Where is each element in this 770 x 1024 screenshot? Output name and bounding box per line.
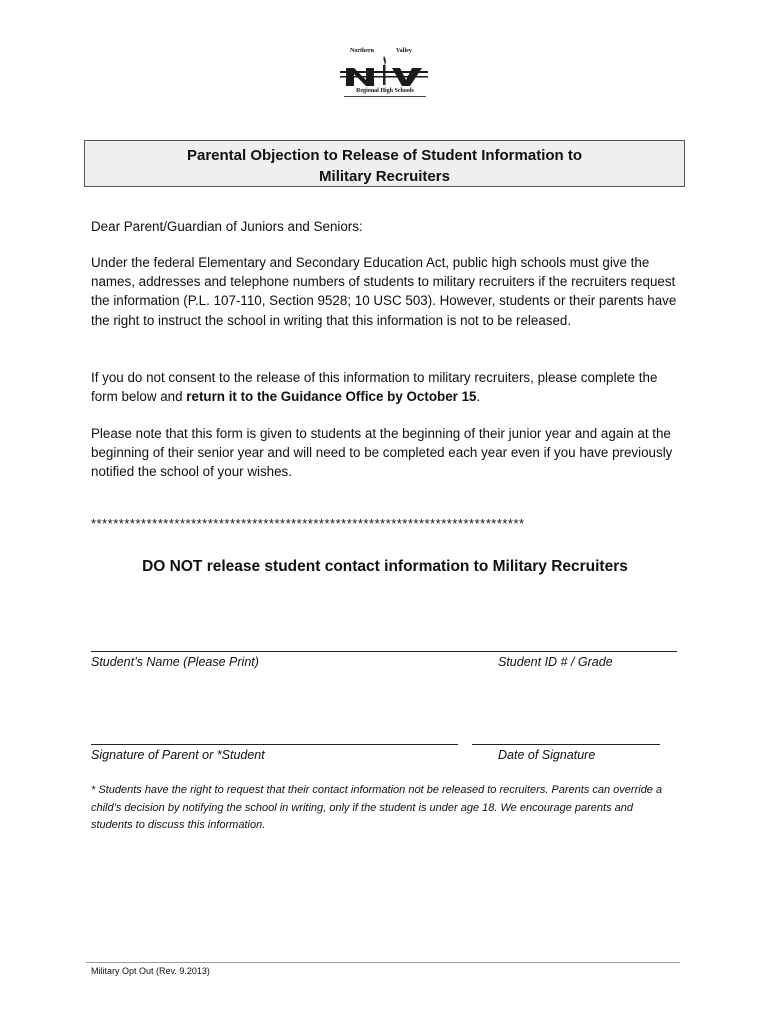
paragraph-2-text: If you do not consent to the release of this information to military recruiters, please complete the form below and [91, 370, 658, 405]
nv-monogram-icon [338, 54, 430, 88]
student-name-line[interactable] [91, 651, 677, 652]
opt-out-heading: DO NOT release student contact information to Military Recruiters [142, 558, 628, 575]
signature-label: Signature of Parent or *Student [91, 748, 265, 762]
document-title-box [84, 140, 685, 187]
letter-paragraph-3: Please note that this form is given to students at the beginning of their junior year and again at the beginning of their senior year and will need to be completed each year even if you have previously notified the school of your wishes. [91, 426, 673, 480]
footer-divider [86, 962, 680, 963]
student-name-label: Student’s Name (Please Print) [91, 655, 259, 669]
letter-paragraph-1: Under the federal Elementary and Secondary Education Act, public high schools must give the names, addresses and telephone numbers of students to military recruiters if the recruiters request the information (P.L. 107-110, Section 9528; 10 USC 503). However, students or their parents have the right to instruct the school in writing that this information is not to be released. [91, 255, 677, 328]
letter-greeting: Dear Parent/Guardian of Juniors and Seniors: [91, 219, 363, 234]
logo-word-valley: Valley [396, 48, 412, 54]
footnote: * Students have the right to request that their contact information not be released to recruiters. Parents can override a child’s decision by notifying the school in writing, only if the student is under age 18. We encourage parents and students to discuss this information. [91, 784, 663, 831]
asterisk-separator: ****************************************************************************** [91, 516, 525, 531]
signature-line[interactable] [91, 744, 458, 745]
date-label: Date of Signature [498, 748, 596, 762]
paragraph-2-end: . [476, 389, 481, 405]
letter-paragraph-2 [91, 368, 679, 406]
document-title-line-2: Military Recruiters [319, 168, 450, 185]
school-logo [338, 46, 430, 102]
logo-word-northern: Northern [350, 48, 374, 54]
student-id-label: Student ID # / Grade [498, 655, 613, 669]
document-title-line-1: Parental Objection to Release of Student Information to [186, 147, 583, 164]
footer-revision: Military Opt Out (Rev. 9.2013) [91, 966, 210, 976]
date-line[interactable] [472, 744, 660, 745]
logo-subtitle: Regional High Schools [344, 88, 426, 97]
return-deadline-text: return it to the Guidance Office by October 15 [186, 389, 477, 405]
